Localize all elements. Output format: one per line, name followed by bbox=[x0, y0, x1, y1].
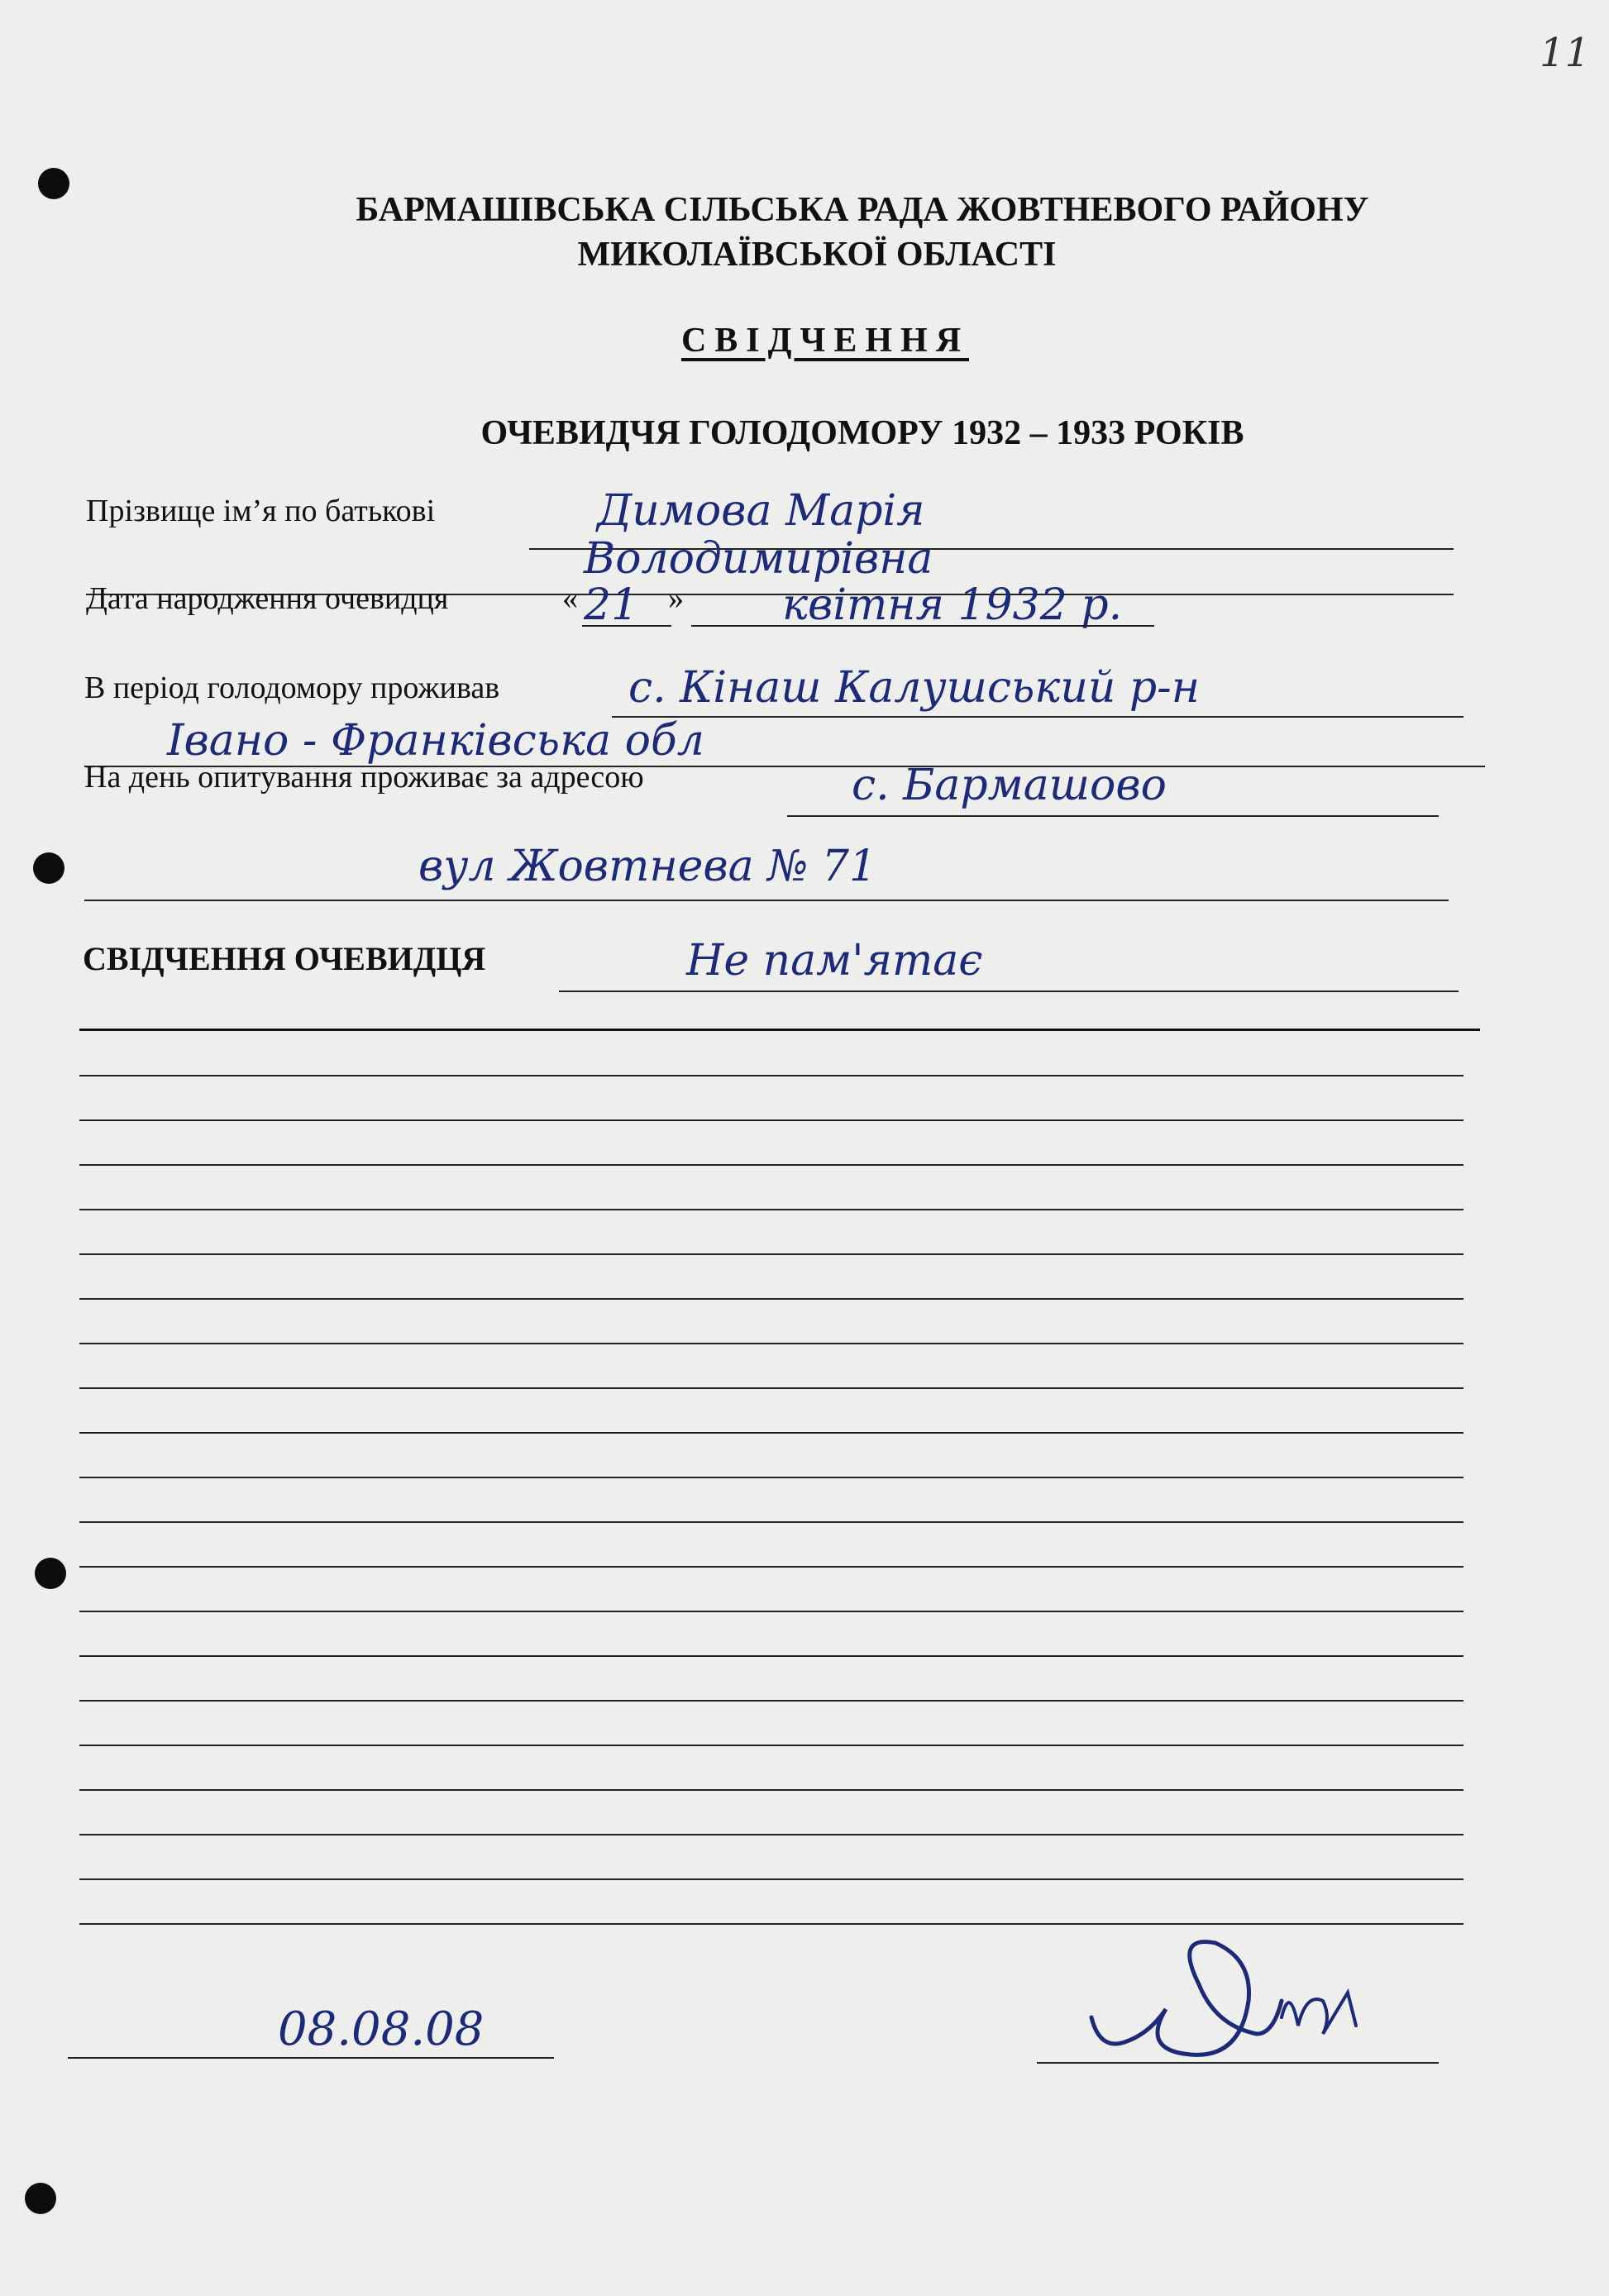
birth-date-label: Дата народження очевидця bbox=[86, 581, 449, 616]
name-value: Димова Марія bbox=[597, 486, 925, 536]
footer-date: 08.08.08 bbox=[278, 2002, 485, 2056]
ruled-line bbox=[79, 1209, 1463, 1210]
testimony-value: Не пам'ятає bbox=[686, 936, 983, 986]
ruled-line bbox=[79, 1700, 1463, 1702]
birth-day-line bbox=[582, 625, 671, 627]
ruled-line bbox=[79, 1566, 1463, 1568]
ruled-line bbox=[79, 1655, 1463, 1657]
council-name: БАРМАШІВСЬКА СІЛЬСЬКА РАДА ЖОВТНЕВОГО РАЙОНУ bbox=[356, 191, 1369, 229]
residence-line bbox=[612, 716, 1463, 718]
document-title: СВІДЧЕННЯ bbox=[680, 322, 970, 360]
ruled-line bbox=[79, 1298, 1463, 1300]
address-value: с. Бармашово bbox=[852, 761, 1167, 810]
patronymic-value: Володимирівна bbox=[584, 534, 933, 584]
ruled-line bbox=[79, 1432, 1463, 1434]
birth-close-quote: » bbox=[668, 581, 684, 616]
ruled-line bbox=[79, 1789, 1463, 1791]
address-line-2 bbox=[84, 900, 1449, 901]
birth-open-quote: « bbox=[562, 581, 578, 616]
ruled-line bbox=[79, 1387, 1463, 1389]
ruled-line bbox=[79, 1164, 1463, 1166]
document-subtitle: ОЧЕВИДЧЯ ГОЛОДОМОРУ 1932 – 1933 РОКІВ bbox=[480, 414, 1244, 452]
ruled-line bbox=[79, 1834, 1463, 1835]
residence-label: В період голодомору проживав bbox=[84, 671, 500, 705]
page-number: 11 bbox=[1540, 30, 1591, 76]
ruled-line bbox=[79, 1521, 1463, 1523]
ruled-line bbox=[79, 1343, 1463, 1344]
punch-hole bbox=[35, 1558, 66, 1589]
ruled-line bbox=[79, 1029, 1480, 1031]
ruled-line bbox=[79, 1878, 1463, 1880]
ruled-line bbox=[79, 1745, 1463, 1746]
ruled-line bbox=[79, 1075, 1463, 1076]
ruled-line bbox=[79, 1611, 1463, 1612]
punch-hole bbox=[25, 2183, 56, 2214]
punch-hole bbox=[33, 852, 64, 884]
testimony-label: СВІДЧЕННЯ ОЧЕВИДЦЯ bbox=[83, 940, 486, 977]
name-label: Прізвище ім’я по батькові bbox=[86, 494, 436, 528]
ruled-line bbox=[79, 1477, 1463, 1478]
residence-value: с. Кінаш Калушський р-н bbox=[628, 663, 1200, 713]
ruled-line bbox=[79, 1253, 1463, 1255]
birth-month-year: квітня 1932 р. bbox=[782, 580, 1123, 630]
birth-month-line bbox=[691, 625, 1154, 627]
ruled-line bbox=[79, 1119, 1463, 1121]
signature bbox=[1075, 1910, 1422, 2075]
residence-region: Івано - Франківська обл bbox=[167, 716, 704, 766]
address-street: вул Жовтнева № 71 bbox=[418, 842, 877, 891]
region-name: МИКОЛАЇВСЬКОЇ ОБЛАСТІ bbox=[577, 236, 1057, 274]
date-line bbox=[68, 2057, 554, 2059]
address-line bbox=[787, 815, 1439, 817]
address-label: На день опитування проживає за адресою bbox=[84, 760, 644, 795]
signature-line bbox=[1037, 2062, 1439, 2064]
birth-day: 21 bbox=[584, 580, 639, 630]
testimony-line bbox=[559, 990, 1459, 992]
